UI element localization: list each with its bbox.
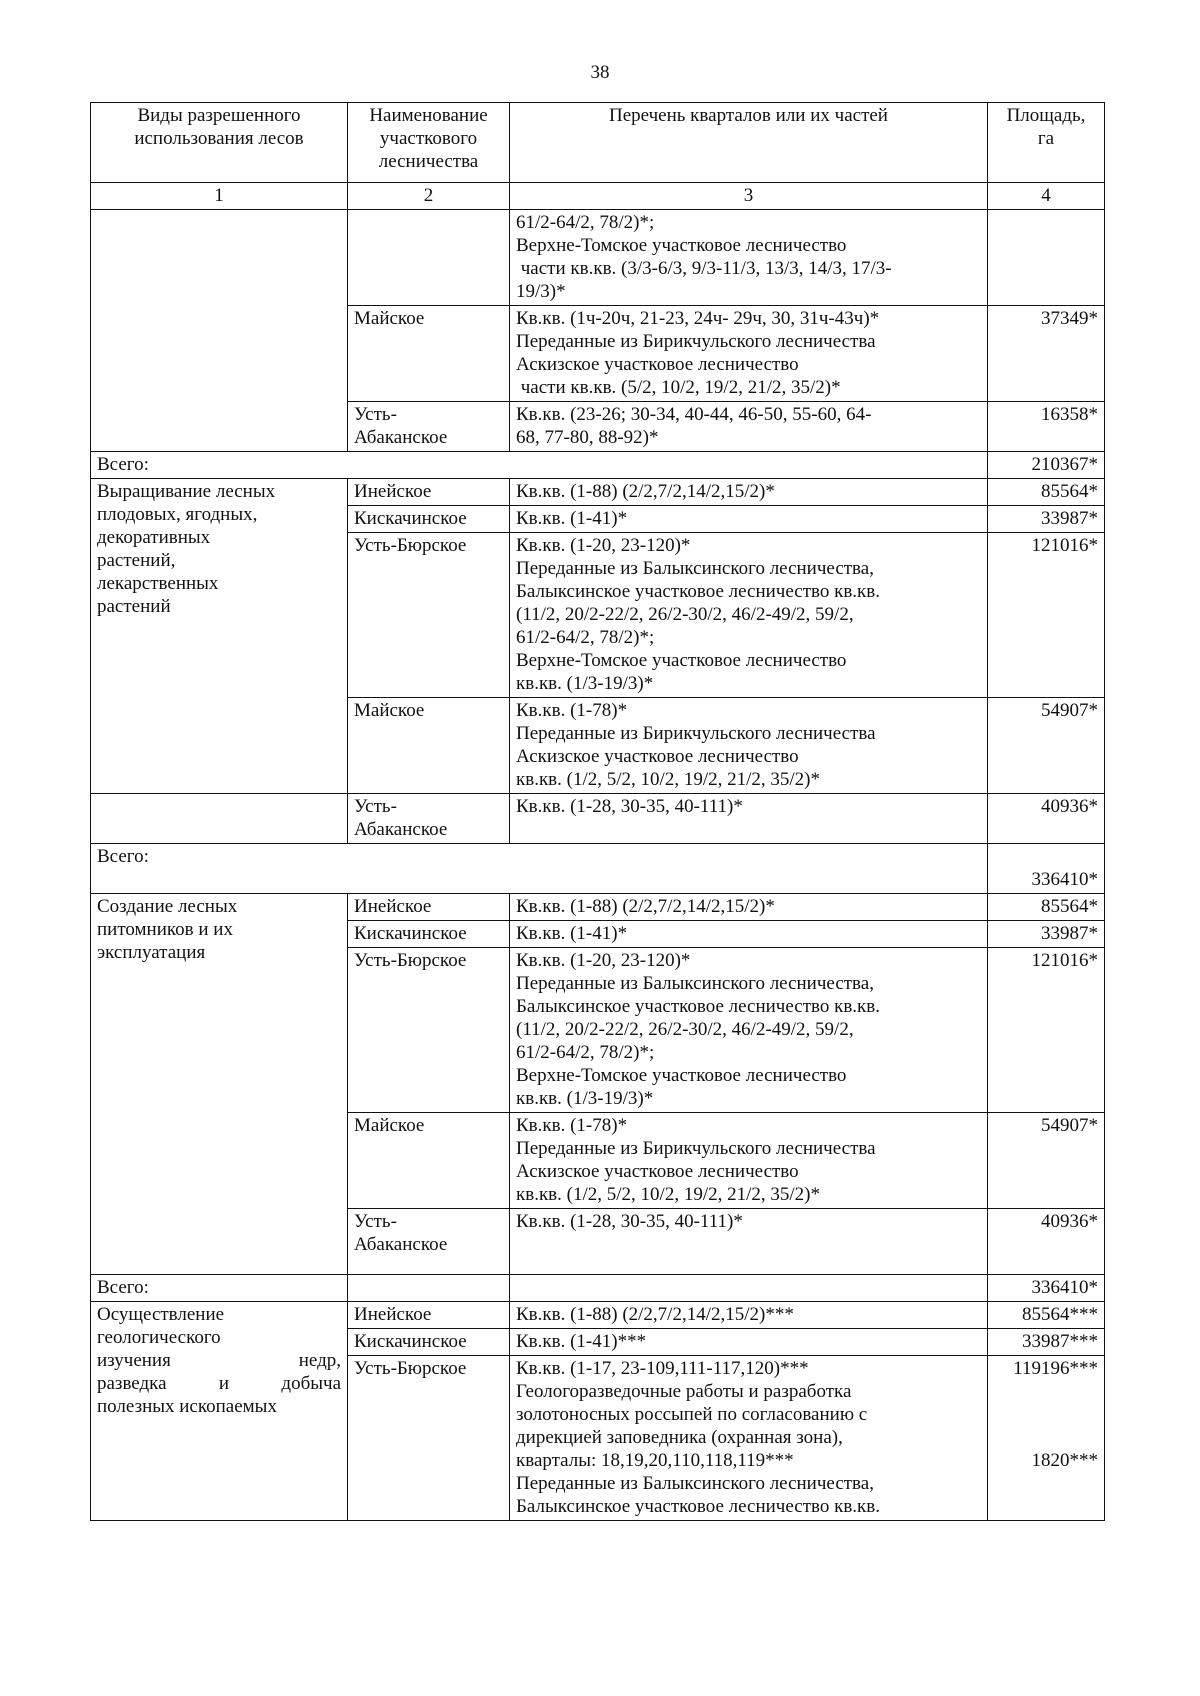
area-cell — [988, 210, 1105, 306]
list-line: (11/2, 20/2-22/2, 26/2-30/2, 46/2-49/2, 59/2, — [516, 1019, 854, 1040]
forestry-name: Кискачинское — [348, 921, 510, 948]
list-line: кв.кв. (1/2, 5/2, 10/2, 19/2, 21/2, 35/2)* — [516, 769, 820, 790]
purpose-line: растений — [97, 596, 171, 617]
list-line: части кв.кв. (3/3-6/3, 9/3-11/3, 13/3, 14/3, 17/3- — [516, 258, 892, 279]
total-label: Всего: — [91, 452, 988, 479]
forest-use-table — [90, 102, 1105, 1521]
purpose-line: полезных ископаемых — [97, 1396, 277, 1417]
purpose-line: Осуществление — [97, 1304, 225, 1325]
area-value: 54907* — [988, 1113, 1105, 1209]
quarter-list-cell: Кв.кв. (1-41)*** — [510, 1329, 988, 1356]
area-value: 1820*** — [1031, 1450, 1098, 1471]
forestry-name: Инейское — [348, 894, 510, 921]
quarter-list-cell: Кв.кв. (1-88) (2/2,7/2,14/2,15/2)* — [510, 479, 988, 506]
list-line: 68, 77-80, 88-92)* — [516, 427, 659, 448]
list-line: 61/2-64/2, 78/2)*; — [516, 212, 655, 233]
purpose-line: плодовых, ягодных, — [97, 504, 258, 525]
list-line: (11/2, 20/2-22/2, 26/2-30/2, 46/2-49/2, 59/2, — [516, 604, 854, 625]
area-value: 85564* — [988, 894, 1105, 921]
forestry-name: Майское — [348, 698, 510, 794]
purpose-line: Выращивание лесных — [97, 481, 276, 502]
area-value: 16358* — [988, 402, 1105, 452]
list-line: кв.кв. (1/2, 5/2, 10/2, 19/2, 21/2, 35/2)* — [516, 1184, 820, 1205]
quarter-list-cell — [510, 306, 988, 402]
list-line: золотоносных россыпей по согласованию с — [516, 1404, 868, 1425]
area-value: 40936* — [988, 794, 1105, 844]
spacer — [994, 1403, 1098, 1426]
page-number: 38 — [590, 62, 610, 83]
total-label: Всего: — [91, 1275, 348, 1302]
list-line: Балыксинское участковое лесничество кв.кв. — [516, 1496, 880, 1517]
header-forestry-name — [348, 103, 510, 183]
list-line: Геологоразведочные работы и разработка — [516, 1381, 852, 1402]
list-line: кв.кв. (1/3-19/3)* — [516, 673, 654, 694]
forestry-name-line: Усть- — [354, 796, 397, 817]
forestry-name-line: Абаканское — [354, 1234, 448, 1255]
quarter-list-cell: Кв.кв. (1-28, 30-35, 40-111)* — [510, 1209, 988, 1275]
area-value: 33987* — [988, 506, 1105, 533]
forestry-name: Инейское — [348, 1302, 510, 1329]
list-line: Переданные из Бирикчульского лесничества — [516, 723, 876, 744]
purpose-cell — [91, 210, 348, 452]
purpose-line: эксплуатация — [97, 942, 206, 963]
column-number: 1 — [91, 183, 348, 210]
list-line: Кв.кв. (1-17, 23-109,111-117,120)*** — [516, 1358, 809, 1379]
total-area: 336410* — [988, 1275, 1105, 1302]
quarter-list-cell — [510, 1356, 988, 1521]
area-value: 37349* — [988, 306, 1105, 402]
list-line: кварталы: 18,19,20,110,118,119*** — [516, 1450, 794, 1471]
header-text: использования лесов — [134, 128, 304, 149]
purpose-line: питомников и их — [97, 919, 233, 940]
purpose-cell — [91, 894, 348, 1275]
forestry-name-line: Усть- — [354, 1211, 397, 1232]
total-row — [91, 844, 1105, 894]
forestry-name — [348, 794, 510, 844]
area-value: 119196*** — [1013, 1358, 1098, 1379]
list-line: Балыксинское участковое лесничество кв.кв. — [516, 996, 880, 1017]
total-label: Всего: — [91, 844, 988, 894]
forestry-name: Кискачинское — [348, 506, 510, 533]
table-row — [91, 210, 1105, 306]
quarter-list-cell: Кв.кв. (1-28, 30-35, 40-111)* — [510, 794, 988, 844]
empty-cell — [510, 1275, 988, 1302]
area-value: 85564* — [988, 479, 1105, 506]
purpose-line: лекарственных — [97, 573, 219, 594]
list-line: Аскизское участковое лесничество — [516, 746, 799, 767]
quarter-list-cell — [510, 948, 988, 1113]
quarter-list-cell: Кв.кв. (1-88) (2/2,7/2,14/2,15/2)* — [510, 894, 988, 921]
quarter-list-cell — [510, 533, 988, 698]
quarter-list-cell: Кв.кв. (1-88) (2/2,7/2,14/2,15/2)*** — [510, 1302, 988, 1329]
quarter-list-cell: Кв.кв. (1-41)* — [510, 506, 988, 533]
purpose-line: декоративных — [97, 527, 211, 548]
table-row — [91, 1302, 1105, 1329]
list-line: Кв.кв. (1-20, 23-120)* — [516, 950, 691, 971]
header-text: участкового — [379, 128, 478, 149]
header-use-type — [91, 103, 348, 183]
list-line: Кв.кв. (1-20, 23-120)* — [516, 535, 691, 556]
area-cell — [988, 1356, 1105, 1521]
list-line: Балыксинское участковое лесничество кв.кв. — [516, 581, 880, 602]
purpose-line: разведка и добыча — [97, 1373, 341, 1394]
list-line: Переданные из Балыксинского лесничества, — [516, 1473, 874, 1494]
forestry-name: Усть-Бюрское — [348, 533, 510, 698]
quarter-list-cell — [510, 402, 988, 452]
quarter-list-cell — [510, 698, 988, 794]
column-number-row — [91, 183, 1105, 210]
header-text: Перечень кварталов или их частей — [609, 105, 888, 126]
column-number: 4 — [988, 183, 1105, 210]
list-line: Переданные из Балыксинского лесничества, — [516, 558, 874, 579]
quarter-list-cell: Кв.кв. (1-41)* — [510, 921, 988, 948]
table-row — [91, 794, 1105, 844]
list-line: Переданные из Бирикчульского лесничества — [516, 331, 876, 352]
list-line: 61/2-64/2, 78/2)*; — [516, 1042, 655, 1063]
list-line: Аскизское участковое лесничество — [516, 1161, 799, 1182]
spacer — [994, 1426, 1098, 1449]
forestry-name: Майское — [348, 306, 510, 402]
list-line: 19/3)* — [516, 281, 566, 302]
column-number: 2 — [348, 183, 510, 210]
list-line: кв.кв. (1/3-19/3)* — [516, 1088, 654, 1109]
list-line: Кв.кв. (1ч-20ч, 21-23, 24ч- 29ч, 30, 31ч-43ч)* — [516, 308, 880, 329]
forestry-name: Майское — [348, 1113, 510, 1209]
purpose-line: растений, — [97, 550, 176, 571]
header-text: Виды разрешенного — [137, 105, 301, 126]
list-line: Верхне-Томское участковое лесничество — [516, 650, 847, 671]
header-text: Площадь, — [1006, 105, 1086, 126]
table-row — [91, 479, 1105, 506]
list-line: Верхне-Томское участковое лесничество — [516, 1065, 847, 1086]
area-value: 121016* — [988, 948, 1105, 1113]
forestry-name: Инейское — [348, 479, 510, 506]
total-area: 336410* — [988, 844, 1105, 894]
list-line: части кв.кв. (5/2, 10/2, 19/2, 21/2, 35/2)* — [516, 377, 841, 398]
total-row — [91, 452, 1105, 479]
list-line: Кв.кв. (23-26; 30-34, 40-44, 46-50, 55-60, 64- — [516, 404, 872, 425]
forestry-name-line: Абаканское — [354, 427, 448, 448]
table-row — [91, 894, 1105, 921]
list-line: Верхне-Томское участковое лесничество — [516, 235, 847, 256]
forestry-name: Усть-Бюрское — [348, 948, 510, 1113]
list-line: Кв.кв. (1-78)* — [516, 1115, 628, 1136]
list-line: Аскизское участковое лесничество — [516, 354, 799, 375]
area-value: 33987* — [988, 921, 1105, 948]
list-line: 61/2-64/2, 78/2)*; — [516, 627, 655, 648]
forestry-name — [348, 402, 510, 452]
purpose-cell — [91, 1302, 348, 1521]
list-line: Переданные из Бирикчульского лесничества — [516, 1138, 876, 1159]
header-quarter-list — [510, 103, 988, 183]
forestry-name-line: Усть- — [354, 404, 397, 425]
total-area: 210367* — [988, 452, 1105, 479]
purpose-line: Создание лесных — [97, 896, 238, 917]
column-number: 3 — [510, 183, 988, 210]
area-value: 33987*** — [988, 1329, 1105, 1356]
header-area — [988, 103, 1105, 183]
list-line: Переданные из Балыксинского лесничества, — [516, 973, 874, 994]
purpose-line: геологического — [97, 1327, 221, 1348]
forestry-name — [348, 1209, 510, 1275]
quarter-list-cell — [510, 210, 988, 306]
forestry-name: Кискачинское — [348, 1329, 510, 1356]
forestry-name: Усть-Бюрское — [348, 1356, 510, 1521]
header-row — [91, 103, 1105, 183]
area-value: 40936* — [988, 1209, 1105, 1275]
quarter-list-cell — [510, 1113, 988, 1209]
area-value: 54907* — [988, 698, 1105, 794]
area-value: 85564*** — [988, 1302, 1105, 1329]
empty-cell — [348, 1275, 510, 1302]
forestry-name-line: Абаканское — [354, 819, 448, 840]
total-row — [91, 1275, 1105, 1302]
header-text: лесничества — [378, 151, 479, 172]
purpose-line: изучения недр, — [97, 1350, 341, 1371]
header-text: Наименование — [369, 105, 488, 126]
list-line: Кв.кв. (1-78)* — [516, 700, 628, 721]
forestry-cell — [348, 210, 510, 306]
list-line: дирекцией заповедника (охранная зона), — [516, 1427, 843, 1448]
header-text: га — [1037, 128, 1055, 149]
purpose-cell — [91, 794, 348, 844]
area-value: 121016* — [988, 533, 1105, 698]
spacer — [994, 1380, 1098, 1403]
purpose-cell — [91, 479, 348, 794]
